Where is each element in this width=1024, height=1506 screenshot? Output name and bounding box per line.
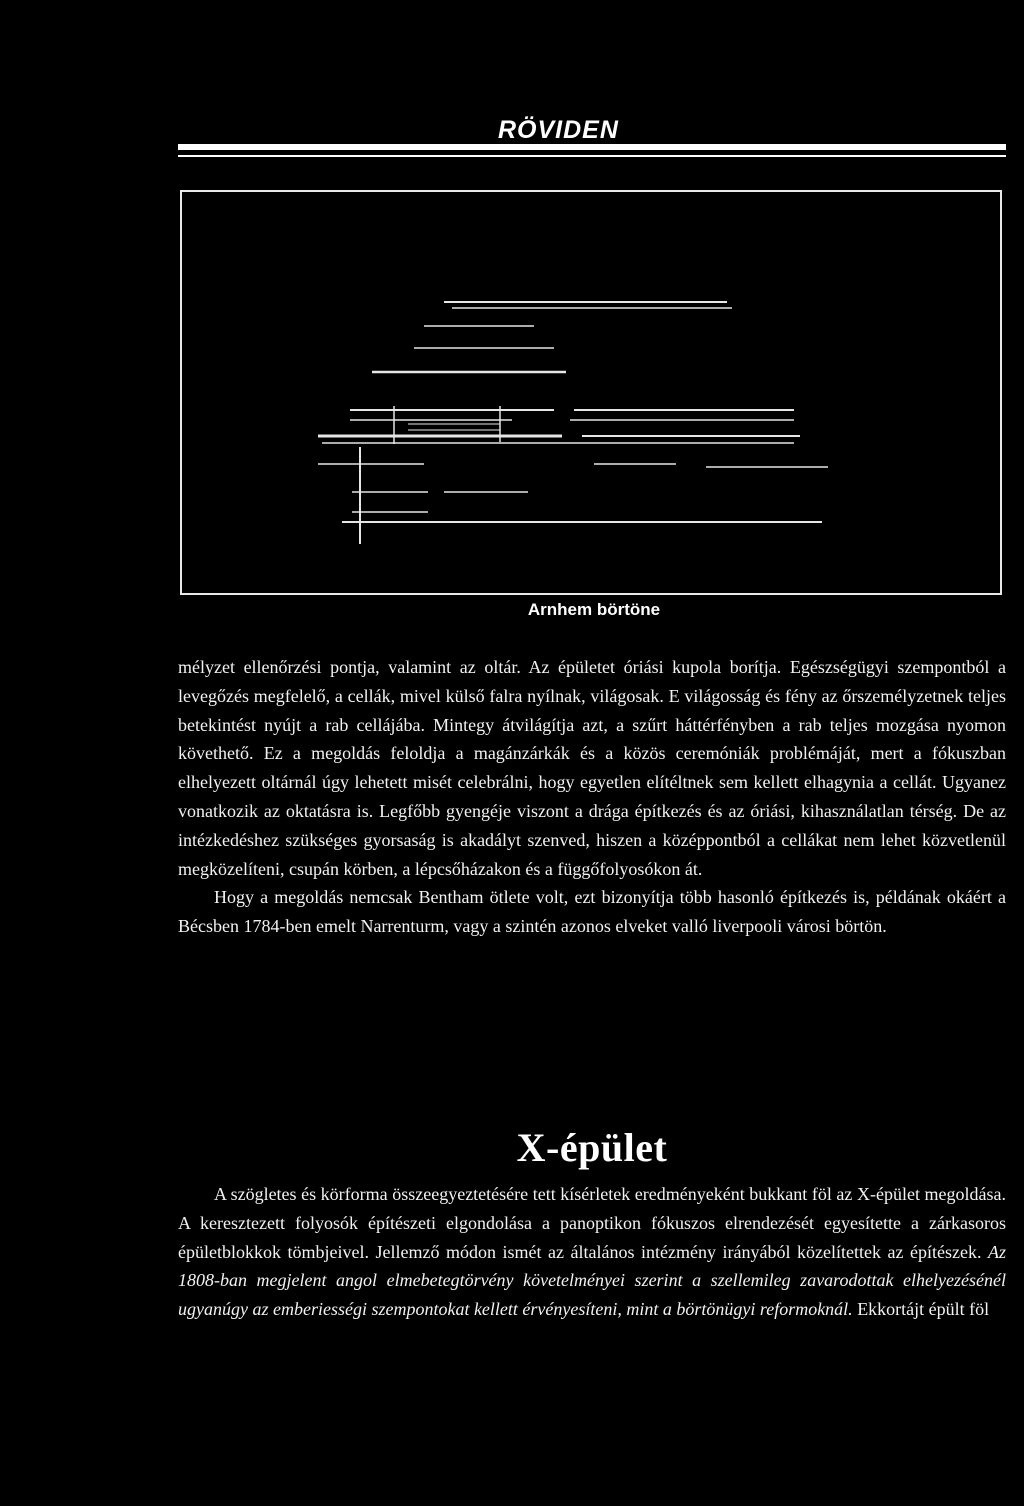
- section-header-title: RÖVIDEN: [498, 116, 619, 144]
- section-text: [178, 1180, 1006, 1324]
- header-rule-thin: [178, 155, 1006, 157]
- figure-floor-plan: [180, 190, 1002, 595]
- figure-caption: Arnhem börtöne: [527, 600, 661, 619]
- section-paragraph: [178, 1180, 1006, 1324]
- body-text: [178, 653, 1006, 941]
- section-title: X-épület: [516, 1125, 668, 1170]
- section-text-end: Ekkortájt épült föl: [857, 1299, 990, 1320]
- header-rule-thick: [178, 144, 1006, 150]
- body-paragraph: Hogy a megoldás nemcsak Bentham ötlete volt, ezt bizonyítja több hasonló építkezés is, példának okáért a Bécsben 1784-ben emelt Narrenturm, vagy a szintén azonos elveket valló liverpooli városi börtön.: [178, 887, 1006, 937]
- section-text-italic: Az 1808-ban megjelent angol elmebetegtörvény követelményei szerint a szellemileg zavarodottak elhelyezésénél ugyanúgy az emberiességi szempontokat kellett érvényesíteni, mint a börtönügyi reformoknál.: [178, 1241, 1007, 1320]
- floor-plan-drawing: [182, 192, 1004, 597]
- body-paragraph: mélyzet ellenőrzési pontja, valamint az oltár. Az épületet óriási kupola borítja. Egészségügyi szempontból a levegőzés megfelelő, a cellák, mivel külső falra nyílnak, világosak. E világosság és fény az őrszemélyzetnek teljes betekintést nyújt a rab cellájába. Mintegy átvilágítja azt, a szűrt háttérfényben a rab teljes mozgása nyomon követhető. Ez a megoldás feloldja a magánzárkák és a közös ceremóniák problémáját, mert a fókuszban elhelyezett oltárnál úgy lehetett misét celebrálni, hogy egyetlen elítéltnek sem kellett elhagynia a cellát. Ugyanez vonatkozik az oktatásra is. Legfőbb gyengéje viszont a drága építkezés és az óriási, kihasználatlan térség. De az intézkedéshez szükséges gyorsaság is akadályt szenved, hiszen a középpontból a cellákat nem lehet közvetlenül megközelíteni, csupán körben, a lépcsőházakon és a függőfolyosókon át.: [178, 657, 1006, 879]
- section-text-normal: A szögletes és körforma összeegyeztetésére tett kísérletek eredményeként bukkant föl az X-épület megoldása. A keresztezett folyosók építészeti elgondolása a panoptikon fókuszos elrendezését egyesítette a zárkasoros épületblokkok tömbjeivel. Jellemző módon ismét az általános intézmény irányából közelítettek az építészek.: [178, 1184, 1006, 1262]
